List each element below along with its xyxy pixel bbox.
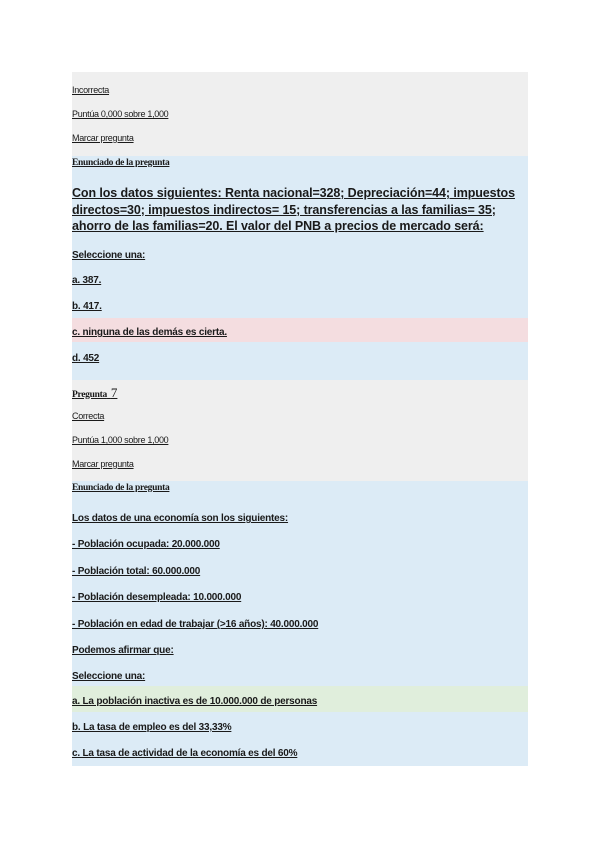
- status-correct: Correcta: [72, 411, 105, 421]
- answer-option-a-row: [72, 686, 528, 712]
- answer-options-rest: [72, 712, 528, 766]
- question-text: Con los datos siguientes: Renta nacional=328; Depreciación=44; impuestos directos=30; impuestos indirectos= 15; transferencias a las familias= 35; ahorro de las familias=20. El valor del PNB a precios de mercado será:: [72, 186, 515, 233]
- question-6-content: [72, 156, 528, 318]
- answer-option-b[interactable]: b. La tasa de empleo es del 33,33%: [72, 722, 232, 733]
- answer-option-b[interactable]: b. 417.: [72, 301, 102, 312]
- question-line: - Población ocupada: 20.000.000: [72, 539, 220, 550]
- question-label: Pregunta: [72, 390, 107, 400]
- question-number-value: 7: [110, 385, 118, 400]
- answer-option-d-row: [72, 342, 528, 380]
- answer-option-c-row: [72, 318, 528, 342]
- answer-option-c[interactable]: c. ninguna de las demás es cierta.: [72, 327, 227, 338]
- question-7-content: [72, 481, 528, 686]
- select-one-label: Seleccione una:: [72, 671, 146, 682]
- question-number: [72, 384, 117, 402]
- flag-question-link[interactable]: Marcar pregunta: [72, 133, 134, 143]
- statement-label: Enunciado de la pregunta: [72, 158, 170, 168]
- answer-option-a[interactable]: a. 387.: [72, 275, 102, 286]
- quiz-review-column: [72, 72, 528, 766]
- question-line: Los datos de una economía son los siguientes:: [72, 513, 289, 524]
- select-one-label: Seleccione una:: [72, 250, 146, 261]
- answer-option-d[interactable]: d. 452: [72, 353, 100, 364]
- question-7-info: [72, 380, 528, 481]
- question-line: - Población total: 60.000.000: [72, 566, 201, 577]
- answer-option-a[interactable]: a. La población inactiva es de 10.000.000 de personas: [72, 696, 318, 707]
- question-line: - Población desempleada: 10.000.000: [72, 592, 242, 603]
- question-6-info: [72, 72, 528, 156]
- question-line: Podemos afirmar que:: [72, 645, 174, 656]
- score-text: Puntúa 1,000 sobre 1,000: [72, 435, 169, 445]
- answer-option-c[interactable]: c. La tasa de actividad de la economía es del 60%: [72, 748, 298, 759]
- question-line: - Población en edad de trabajar (>16 años): 40.000.000: [72, 619, 319, 630]
- score-text: Puntúa 0,000 sobre 1,000: [72, 109, 169, 119]
- flag-question-link[interactable]: Marcar pregunta: [72, 459, 134, 469]
- status-incorrect: Incorrecta: [72, 85, 110, 95]
- statement-label: Enunciado de la pregunta: [72, 483, 170, 493]
